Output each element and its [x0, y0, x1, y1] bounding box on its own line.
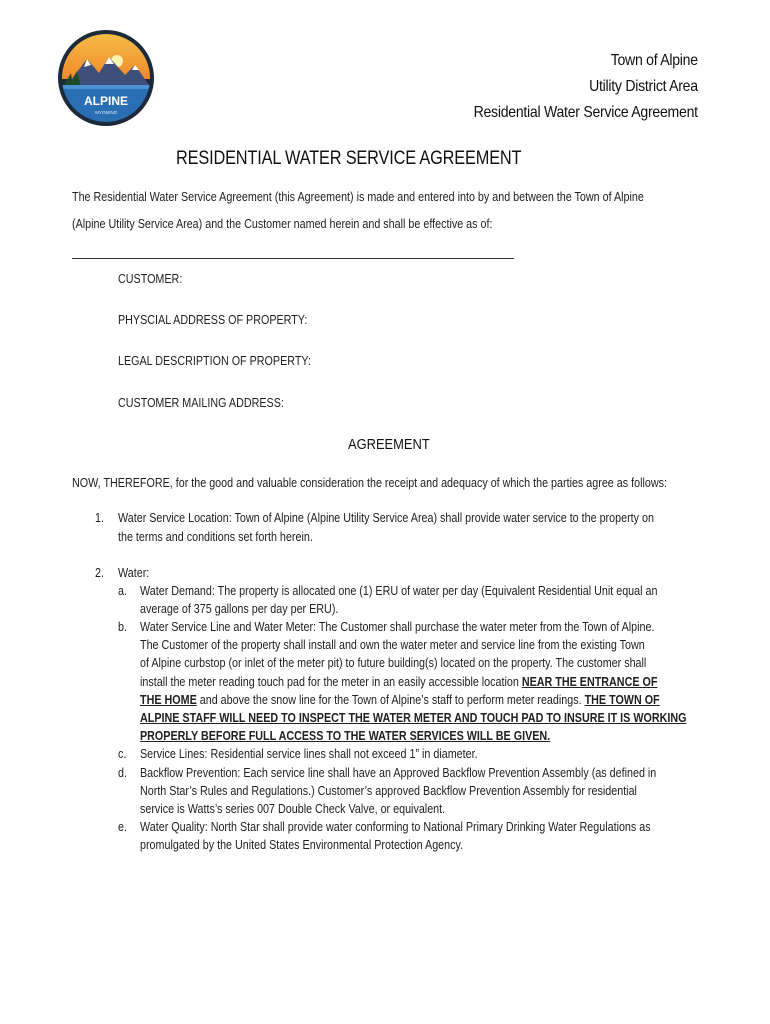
item-2b-line-6: ALPINE STAFF WILL NEED TO INSPECT THE WATER METER AND TOUCH PAD TO INSURE IT IS WORKING: [140, 711, 687, 725]
item-2b-emphasis-2: THE HOME: [140, 693, 197, 707]
intro-line-2: (Alpine Utility Service Area) and the Customer named herein and shall be effective as of:: [72, 217, 493, 231]
effective-date-line: [72, 258, 514, 259]
item-2a-line-2: average of 375 gallons per day per ERU).: [140, 602, 339, 616]
legal-description-label: LEGAL DESCRIPTION OF PROPERTY:: [118, 354, 311, 368]
item-1-line-1: Water Service Location: Town of Alpine (Alpine Utility Service Area) shall provide water service to the property on: [118, 511, 654, 525]
item-2b-emphasis-3: THE TOWN OF: [584, 693, 660, 707]
item-2-number: 2.: [95, 566, 104, 580]
item-2b-letter: b.: [118, 620, 127, 634]
item-2e-line-1: Water Quality: North Star shall provide water conforming to National Primary Drinking Water Regulations as: [140, 820, 651, 834]
item-2e-letter: e.: [118, 820, 127, 834]
item-2b-line-3: of Alpine curbstop (or inlet of the meter pit) to future building(s) located on the property. The customer shall: [140, 656, 647, 670]
item-2b-line-4-text: install the meter reading touch pad for the meter in an easily accessible location: [140, 675, 522, 689]
document-title: RESIDENTIAL WATER SERVICE AGREEMENT: [176, 148, 522, 169]
item-2d-line-2: North Star’s Rules and Regulations.) Customer’s approved Backflow Prevention Assembly for residential: [140, 784, 637, 798]
document-header: [474, 48, 698, 126]
item-2b-line-2: The Customer of the property shall install and own the water meter and service line from the existing Town: [140, 638, 645, 652]
recital-text: NOW, THEREFORE, for the good and valuable consideration the receipt and adequacy of which the parties agree as follows:: [72, 476, 667, 490]
header-line-2: Utility District Area: [589, 78, 698, 95]
item-2a-line-1: Water Demand: The property is allocated one (1) ERU of water per day (Equivalent Residential Unit equal an: [140, 584, 658, 598]
logo-subtext: WYOMING: [94, 110, 118, 115]
item-2d-line-1: Backflow Prevention: Each service line shall have an Approved Backflow Prevention Assembly (as defined in: [140, 766, 657, 780]
item-2b-line-5: [140, 693, 660, 707]
item-2d-line-3: service is Watts’s series 007 Double Check Valve, or equivalent.: [140, 802, 446, 816]
item-2b-line-7: PROPERLY BEFORE FULL ACCESS TO THE WATER SERVICES WILL BE GIVEN.: [140, 729, 551, 743]
item-2b-line-1: Water Service Line and Water Meter: The Customer shall purchase the water meter from the Town of Alpine.: [140, 620, 655, 634]
item-2b-line-4: [140, 675, 657, 689]
header-line-1: Town of Alpine: [610, 52, 698, 69]
item-1-number: 1.: [95, 511, 104, 525]
item-2d-letter: d.: [118, 766, 127, 780]
item-2-label: Water:: [118, 566, 150, 580]
item-2a-letter: a.: [118, 584, 127, 598]
item-2c-line-1: Service Lines: Residential service lines shall not exceed 1” in diameter.: [140, 747, 478, 761]
item-2b-emphasis-1: NEAR THE ENTRANCE OF: [521, 675, 658, 689]
agreement-heading: AGREEMENT: [348, 436, 430, 453]
physical-address-label: PHYSCIAL ADDRESS OF PROPERTY:: [118, 313, 308, 327]
header-line-3: Residential Water Service Agreement: [473, 104, 698, 121]
mailing-address-label: CUSTOMER MAILING ADDRESS:: [118, 396, 284, 410]
item-2b-line-5-text: and above the snow line for the Town of Alpine’s staff to perform meter readings.: [196, 693, 585, 707]
customer-label: CUSTOMER:: [118, 272, 183, 286]
alpine-logo: [57, 29, 155, 127]
item-2e-line-2: promulgated by the United States Environmental Protection Agency.: [140, 838, 464, 852]
item-2c-letter: c.: [118, 747, 127, 761]
logo-text: ALPINE: [83, 94, 129, 108]
intro-line-1: The Residential Water Service Agreement (this Agreement) is made and entered into by and between the Town of Alpine: [72, 190, 644, 204]
item-1-line-2: the terms and conditions set forth herein.: [118, 530, 313, 544]
